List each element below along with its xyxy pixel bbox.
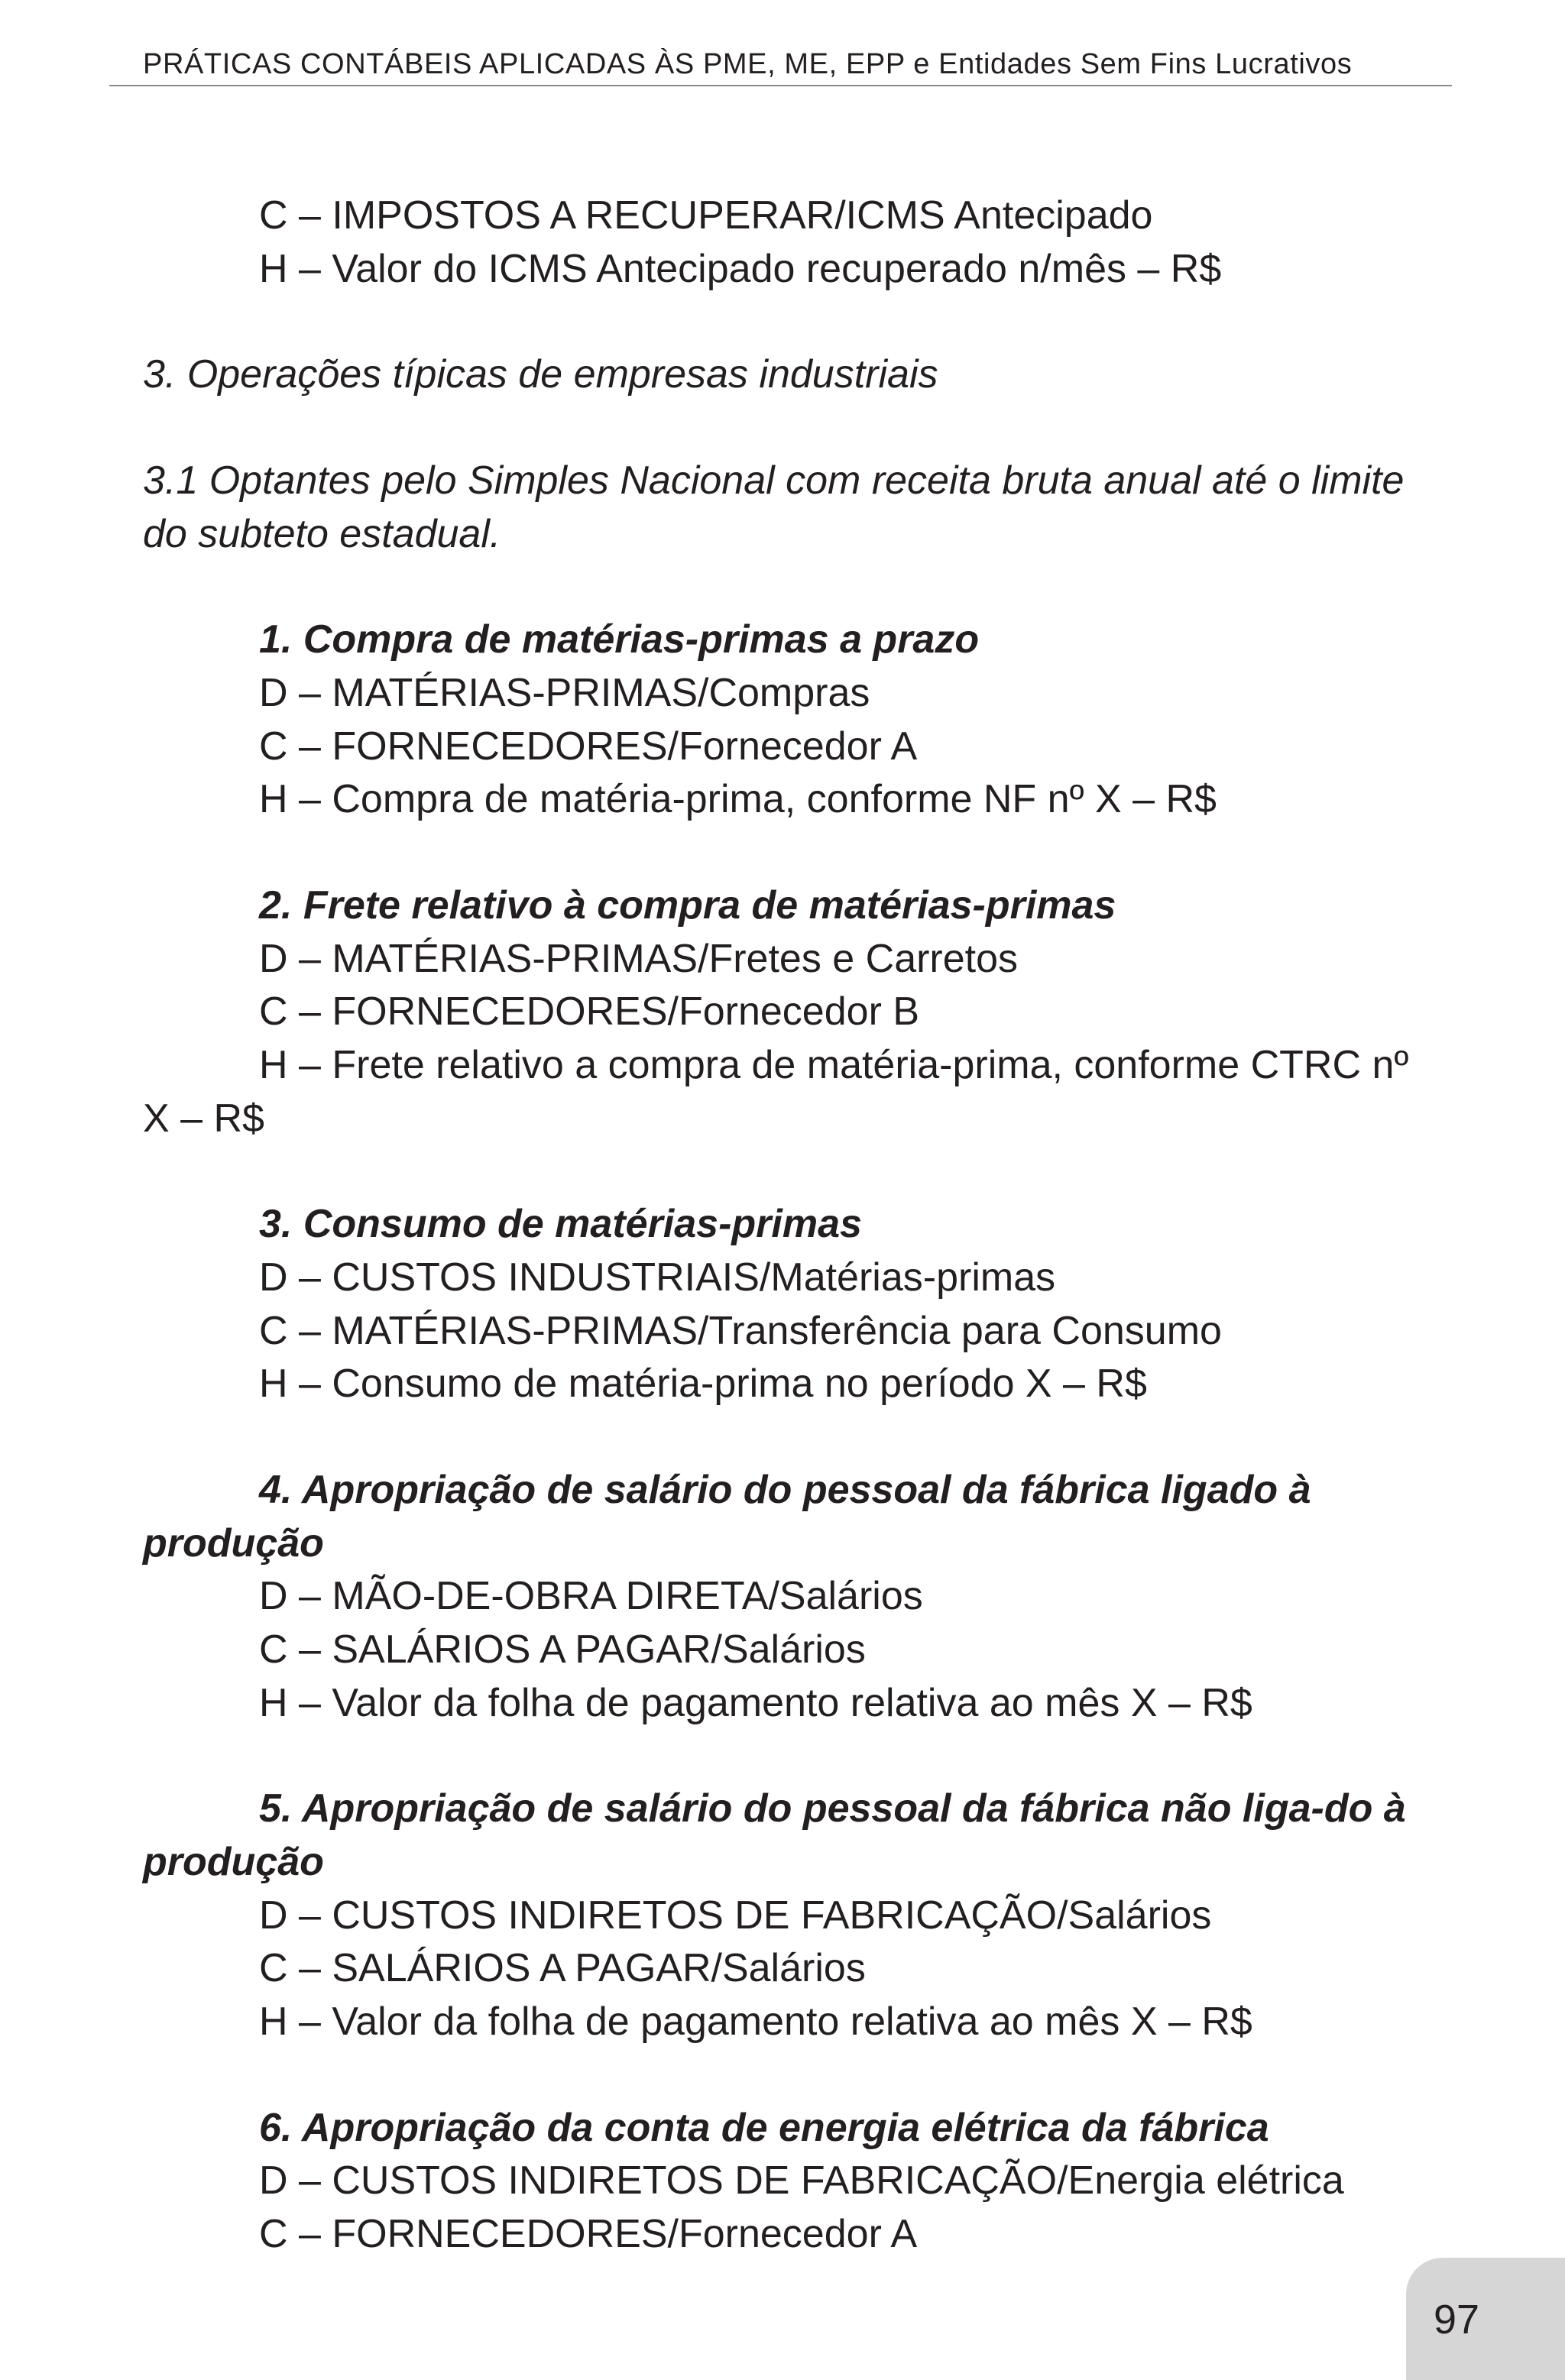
entry-line-credit: C – SALÁRIOS A PAGAR/Salários — [259, 1627, 866, 1672]
entry-line-credit: C – MATÉRIAS-PRIMAS/Transferência para Consumo — [259, 1308, 1222, 1353]
entry-title: 6. Apropriação da conta de energia elétrica da fábrica — [259, 2105, 1269, 2150]
entry-line-debit: D – CUSTOS INDIRETOS DE FABRICAÇÃO/Salários — [259, 1893, 1212, 1938]
entry-line-debit: D – CUSTOS INDUSTRIAIS/Matérias-primas — [259, 1255, 1056, 1300]
entry-line-history: H – Compra de matéria-prima, conforme NF nº X – R$ — [259, 777, 1217, 822]
entry-line-debit: D – MATÉRIAS-PRIMAS/Fretes e Carretos — [259, 936, 1019, 981]
entry-title: 2. Frete relativo à compra de matérias-primas — [259, 883, 1116, 928]
entry-line-credit: C – FORNECEDORES/Fornecedor A — [259, 724, 918, 769]
header-divider — [109, 85, 1452, 86]
running-header: PRÁTICAS CONTÁBEIS APLICADAS ÀS PME, ME, EPP e Entidades Sem Fins Lucrativos — [143, 48, 1353, 80]
entry-line-history: H – Consumo de matéria-prima no período X – R$ — [259, 1362, 1147, 1407]
entry-4 — [143, 1464, 1427, 1730]
entry-line-debit: D – MATÉRIAS-PRIMAS/Compras — [259, 671, 870, 716]
page-number-tab — [1406, 2258, 1565, 2380]
page-number: 97 — [1434, 2297, 1480, 2343]
entry-title: 1. Compra de matérias-primas a prazo — [259, 617, 980, 662]
entry-line-credit: C – FORNECEDORES/Fornecedor A — [259, 2212, 918, 2257]
entry-line-history: H – Valor da folha de pagamento relativa ao mês X – R$ — [259, 2000, 1252, 2045]
entry-1 — [143, 614, 1427, 827]
entry-line-history: H – Valor da folha de pagamento relativa ao mês X – R$ — [259, 1680, 1252, 1725]
page-body — [143, 189, 1427, 2314]
entry-line-credit: C – IMPOSTOS A RECUPERAR/ICMS Antecipado — [259, 193, 1153, 238]
entry-line-credit: C – FORNECEDORES/Fornecedor B — [259, 989, 920, 1035]
entry-title: 3. Consumo de matérias-primas — [259, 1202, 862, 1247]
entry-title: 4. Apropriação de salário do pessoal da fábrica ligado à produção — [143, 1468, 1311, 1566]
subsection-heading: 3.1 Optantes pelo Simples Nacional com receita bruta anual até o limite do subteto estadual. — [143, 458, 1405, 556]
entry-6 — [143, 2102, 1427, 2262]
entry-line-history: H – Valor do ICMS Antecipado recuperado n/mês – R$ — [259, 246, 1222, 291]
entry-title: 5. Apropriação de salário do pessoal da fábrica não liga-do à produção — [143, 1786, 1406, 1885]
entry-line-credit: C – SALÁRIOS A PAGAR/Salários — [259, 1946, 866, 1991]
entry-3 — [143, 1198, 1427, 1411]
entry-line-debit: D – MÃO-DE-OBRA DIRETA/Salários — [259, 1574, 923, 1619]
entry-line-debit: D – CUSTOS INDIRETOS DE FABRICAÇÃO/Energia elétrica — [259, 2158, 1344, 2204]
entry-line-history: H – Frete relativo a compra de matéria-prima, conforme CTRC nº X – R$ — [143, 1043, 1409, 1141]
continued-entry — [143, 189, 1427, 296]
entry-5 — [143, 1783, 1427, 2048]
section-heading: 3. Operações típicas de empresas industriais — [143, 352, 938, 397]
entry-2 — [143, 879, 1427, 1145]
